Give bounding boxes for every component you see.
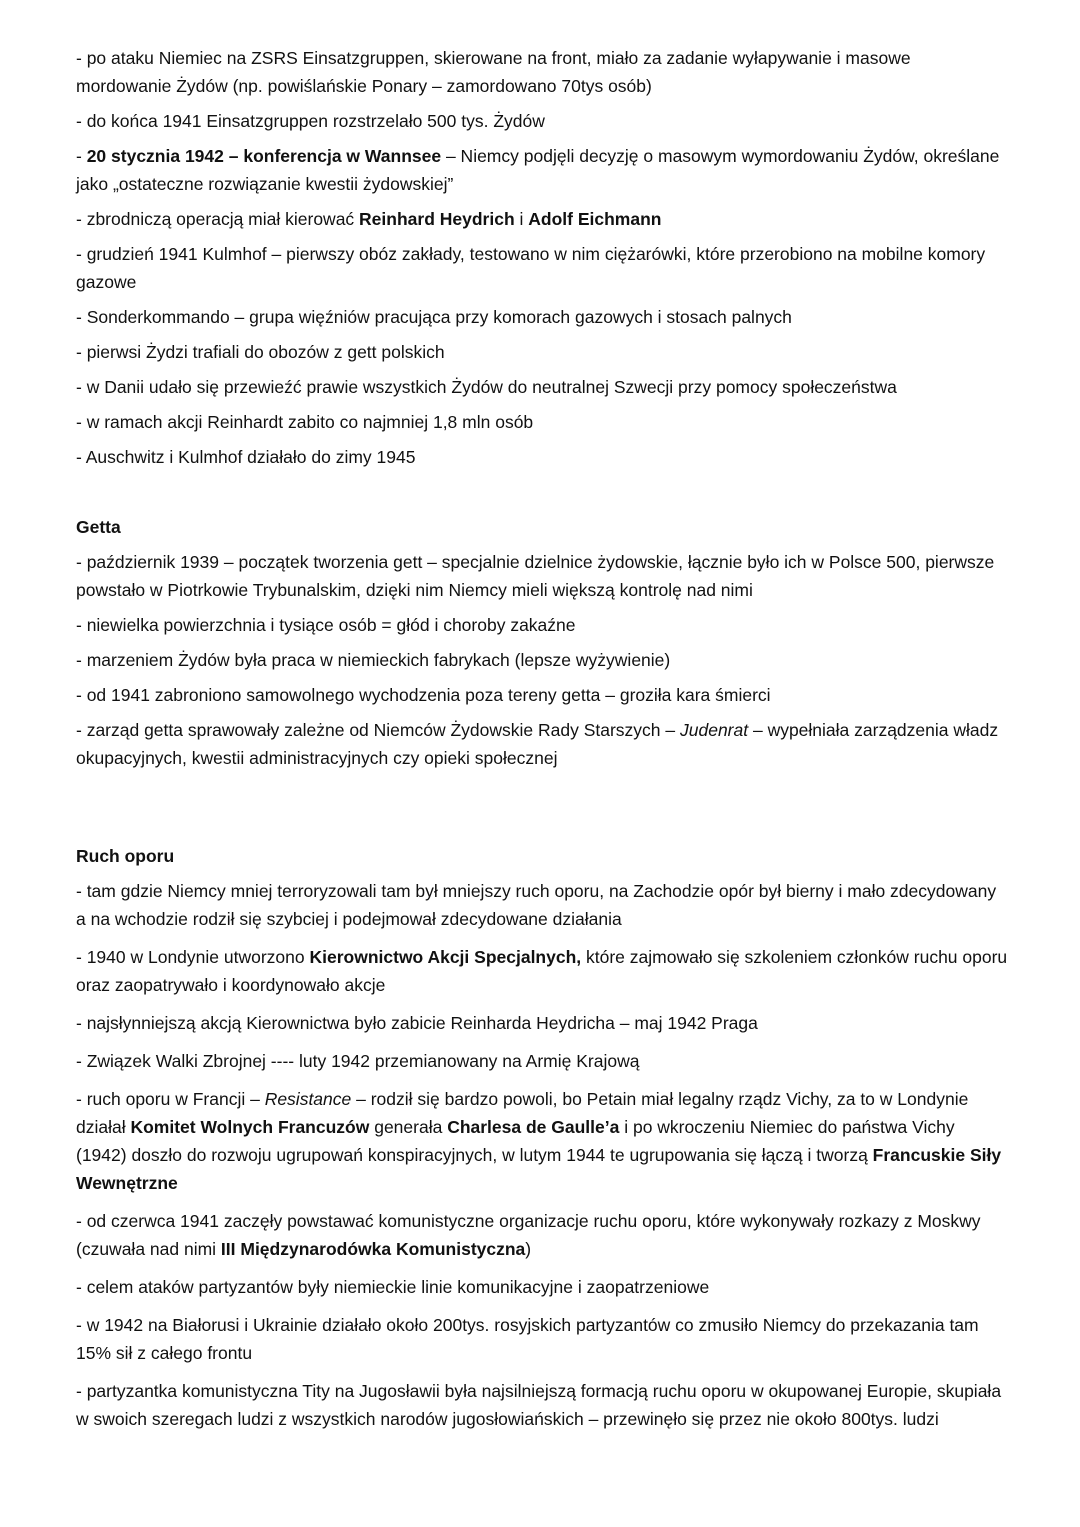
bold-text: Komitet Wolnych Francuzów	[130, 1117, 370, 1137]
text-run: – Niemcy podjęli decyzję o masowym wymordowaniu Żydów, określane jako „ostateczne rozwiązanie kwestii żydowskiej”	[76, 146, 1000, 194]
text-run: które zajmowało się szkoleniem członków ruchu oporu oraz zaopatrywało i koordynowało akcje	[76, 947, 1008, 995]
text-run: – wypełniała zarządzenia władz okupacyjnych, kwestii administracyjnych czy opieki społecznej	[76, 720, 999, 768]
text-run: - 1940 w Londynie utworzono	[76, 947, 310, 967]
text-run: - w 1942 na Białorusi i Ukrainie działało około 200tys. rosyjskich partyzantów co zmusiło Niemcy do przekazania tam 15% sił z całego frontu	[76, 1315, 979, 1363]
bullet-paragraph	[76, 205, 1010, 233]
bullet-paragraph	[76, 1273, 1010, 1301]
italic-text: Resistance	[264, 1089, 352, 1109]
text-run: - Związek Walki Zbrojnej ---- luty 1942 przemianowany na Armię Krajową	[76, 1051, 640, 1071]
text-run: - od 1941 zabroniono samowolnego wychodzenia poza tereny getta – groziła kara śmierci	[76, 685, 771, 705]
text-run: - najsłynniejszą akcją Kierownictwa było zabicie Reinharda Heydricha – maj 1942 Praga	[76, 1013, 758, 1033]
text-run: - Sonderkommando – grupa więźniów pracująca przy komorach gazowych i stosach palnych	[76, 307, 792, 327]
bold-text: 20 stycznia 1942 – konferencja w Wannsee	[86, 146, 442, 166]
text-run: – rodził się bardzo powoli, bo Petain miał legalny rządz Vichy, za to w Londynie działał	[76, 1089, 969, 1137]
heading-ruch-oporu: Ruch oporu	[76, 846, 175, 866]
bold-text: Francuskie Siły Wewnętrzne	[76, 1145, 1002, 1193]
bullet-paragraph	[76, 1377, 1010, 1433]
text-run: i	[514, 209, 529, 229]
text-run: - pierwsi Żydzi trafiali do obozów z gett polskich	[76, 342, 445, 362]
bullet-paragraph	[76, 338, 1010, 366]
bullet-paragraph	[76, 1085, 1010, 1197]
bullet-paragraph	[76, 1047, 1010, 1075]
text-run: - zarząd getta sprawowały zależne od Niemców Żydowskie Rady Starszych –	[76, 720, 680, 740]
bullet-paragraph	[76, 877, 1010, 933]
bullet-paragraph	[76, 1009, 1010, 1037]
bullet-paragraph	[76, 611, 1010, 639]
bullet-paragraph	[76, 1311, 1010, 1367]
bullet-paragraph	[76, 943, 1010, 999]
bullet-paragraph	[76, 716, 1010, 772]
italic-text: Judenrat	[680, 720, 749, 740]
bullet-paragraph	[76, 681, 1010, 709]
text-run: - w ramach akcji Reinhardt zabito co najmniej 1,8 mln osób	[76, 412, 534, 432]
section-holocaust	[76, 44, 1010, 471]
bullet-paragraph	[76, 240, 1010, 296]
text-run: - od czerwca 1941 zaczęły powstawać komunistyczne organizacje ruchu oporu, które wykonywały rozkazy z Moskwy (czuwała nad nimi	[76, 1211, 981, 1259]
text-run: - do końca 1941 Einsatzgruppen rozstrzelało 500 tys. Żydów	[76, 111, 545, 131]
text-run: - partyzantka komunistyczna Tity na Jugosławii była najsilniejszą formacją ruchu oporu w okupowanej Europie, skupiała w swoich szeregach ludzi z wszystkich narodów jugosłowiańskich – przewinęło się przez nie około 800tys. ludzi	[76, 1381, 1002, 1429]
bullet-paragraph	[76, 373, 1010, 401]
section-ruch-oporu	[76, 877, 1010, 1433]
text-run: -	[76, 146, 87, 166]
text-run: - po ataku Niemiec na ZSRS Einsatzgruppen, skierowane na front, miało za zadanie wyłapywanie i masowe mordowanie Żydów (np. powiślańskie Ponary – zamordowano 70tys osób)	[76, 48, 911, 96]
text-run: generała	[369, 1117, 448, 1137]
text-run: - ruch oporu w Francji –	[76, 1089, 265, 1109]
bullet-paragraph	[76, 1207, 1010, 1263]
text-run: - tam gdzie Niemcy mniej terroryzowali tam był mniejszy ruch oporu, na Zachodzie opór był bierny i mało zdecydowany a na wchodzie rodził się szybciej i podejmował zdecydowane działania	[76, 881, 997, 929]
bold-text: Kierownictwo Akcji Specjalnych,	[309, 947, 582, 967]
text-run: - marzeniem Żydów była praca w niemieckich fabrykach (lepsze wyżywienie)	[76, 650, 671, 670]
bold-text: Adolf Eichmann	[528, 209, 662, 229]
text-run: - Auschwitz i Kulmhof działało do zimy 1945	[76, 447, 416, 467]
bold-text: Reinhard Heydrich	[359, 209, 515, 229]
bullet-paragraph	[76, 44, 1010, 100]
bullet-paragraph	[76, 443, 1010, 471]
heading-getta: Getta	[76, 517, 121, 537]
text-run: - w Danii udało się przewieźć prawie wszystkich Żydów do neutralnej Szwecji przy pomocy społeczeństwa	[76, 377, 897, 397]
text-run: - październik 1939 – początek tworzenia gett – specjalnie dzielnice żydowskie, łącznie było ich w Polsce 500, pierwsze powstało w Piotrkowie Trybunalskim, dzięki nim Niemcy mieli większą kontrolę nad nimi	[76, 552, 995, 600]
text-run: - niewielka powierzchnia i tysiące osób = głód i choroby zakaźne	[76, 615, 576, 635]
bullet-paragraph	[76, 548, 1010, 604]
section-getta	[76, 548, 1010, 772]
text-run: - celem ataków partyzantów były niemieckie linie komunikacyjne i zaopatrzeniowe	[76, 1277, 710, 1297]
bullet-paragraph	[76, 408, 1010, 436]
bold-text: III Międzynarodówka Komunistyczna	[220, 1239, 526, 1259]
bullet-paragraph	[76, 142, 1010, 198]
text-run: - grudzień 1941 Kulmhof – pierwszy obóz zakłady, testowano w nim ciężarówki, które przerobiono na mobilne komory gazowe	[76, 244, 986, 292]
bold-text: Charlesa de Gaulle’a	[447, 1117, 620, 1137]
bullet-paragraph	[76, 107, 1010, 135]
bullet-paragraph	[76, 303, 1010, 331]
bullet-paragraph	[76, 646, 1010, 674]
text-run: - zbrodniczą operacją miał kierować	[76, 209, 360, 229]
text-run: i po wkroczeniu Niemiec do państwa Vichy (1942) doszło do rozwoju ugrupowań konspiracyjnych, w lutym 1944 te ugrupowania się łączą i tworzą	[76, 1117, 955, 1165]
text-run: )	[525, 1239, 532, 1259]
